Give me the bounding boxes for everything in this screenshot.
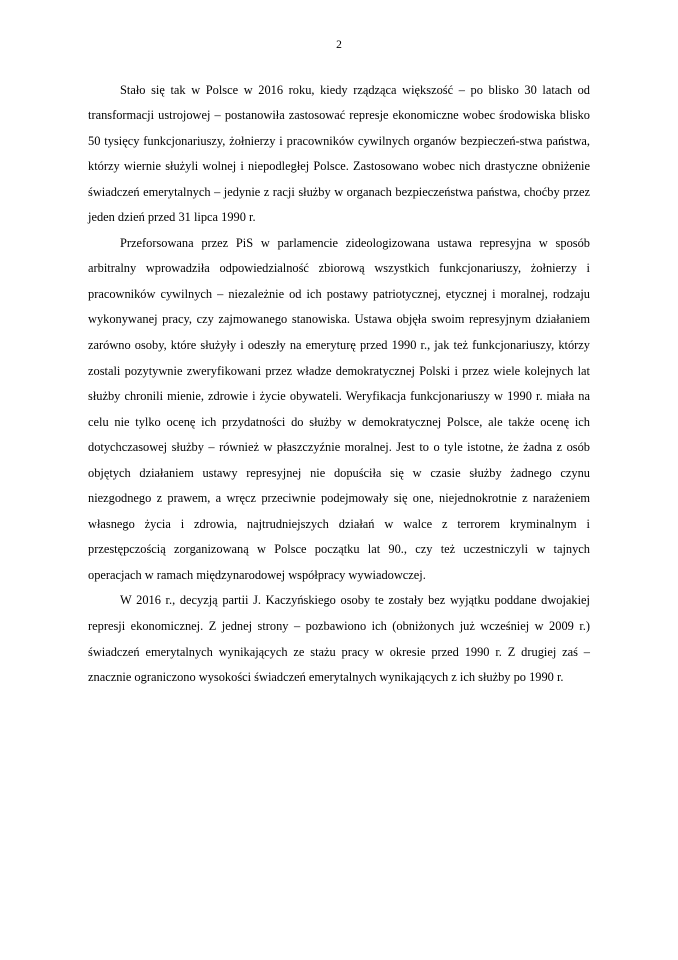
paragraph: Stało się tak w Polsce w 2016 roku, kiedy rządząca większość – po blisko 30 latach od transformacji ustrojowej – postanowiła zastosować represje ekonomiczne wobec środowiska blisko 50 tysięcy funkcjonariuszy, żołnierzy i pracowników cywilnych organów bezpieczeń-stwa państwa, którzy wiernie służyli wolnej i niepodległej Polsce. Zastosowano wobec nich drastyczne obniżenie świadczeń emerytalnych – jedynie z racji służby w organach bezpieczeństwa państwa, choćby przez jeden dzień przed 31 lipca 1990 r. [88,82,590,225]
document-body [88,78,590,691]
page-number: 2 [336,39,342,51]
paragraph: Przeforsowana przez PiS w parlamencie zideologizowana ustawa represyjna w sposób arbitralny wprowadziła odpowiedzialność zbiorową wszystkich funkcjonariuszy, żołnierzy i pracowników cywilnych – niezależnie od ich postawy patriotycznej, etycznej i moralnej, rodzaju wykonywanej pracy, czy zajmowanego stanowiska. Ustawa objęła swoim represyjnym działaniem zarówno osoby, które służyły i odeszły na emeryturę przed 1990 r., jak też funkcjonariuszy, którzy zostali pozytywnie zweryfikowani przez władze demokratycznej Polski i przez wiele kolejnych lat służby chronili mienie, zdrowie i życie obywateli. Weryfikacja funkcjonariuszy w 1990 r. miała na celu nie tylko ocenę ich przydatności do służby w demokratycznej Polsce, ale także ocenę ich dotychczasowej służby – również w płaszczyźnie moralnej. Jest to o tyle istotne, że żadna z osób objętych działaniem ustawy represyjnej nie dopuściła się w czasie służby żadnego czynu niezgodnego z prawem, a wręcz przeciwnie podejmowały się one, niejednokrotnie z narażeniem własnego życia i zdrowia, najtrudniejszych działań w walce z terrorem kryminalnym i przestępczością zorganizowaną w Polsce początku lat 90., czy też uczestniczyli w tajnych operacjach w ramach międzynarodowej współpracy wywiadowczej. [88,235,590,582]
paragraph: W 2016 r., decyzją partii J. Kaczyńskiego osoby te zostały bez wyjątku poddane dwojakiej represji ekonomicznej. Z jednej strony – pozbawiono ich (obniżonych już wcześniej w 2009 r.) świadczeń emerytalnych wynikających ze stażu pracy w okresie przed 1990 r. Z drugiej zaś – znacznie ograniczono wysokości świadczeń emerytalnych wynikających z ich służby po 1990 r. [88,593,590,685]
